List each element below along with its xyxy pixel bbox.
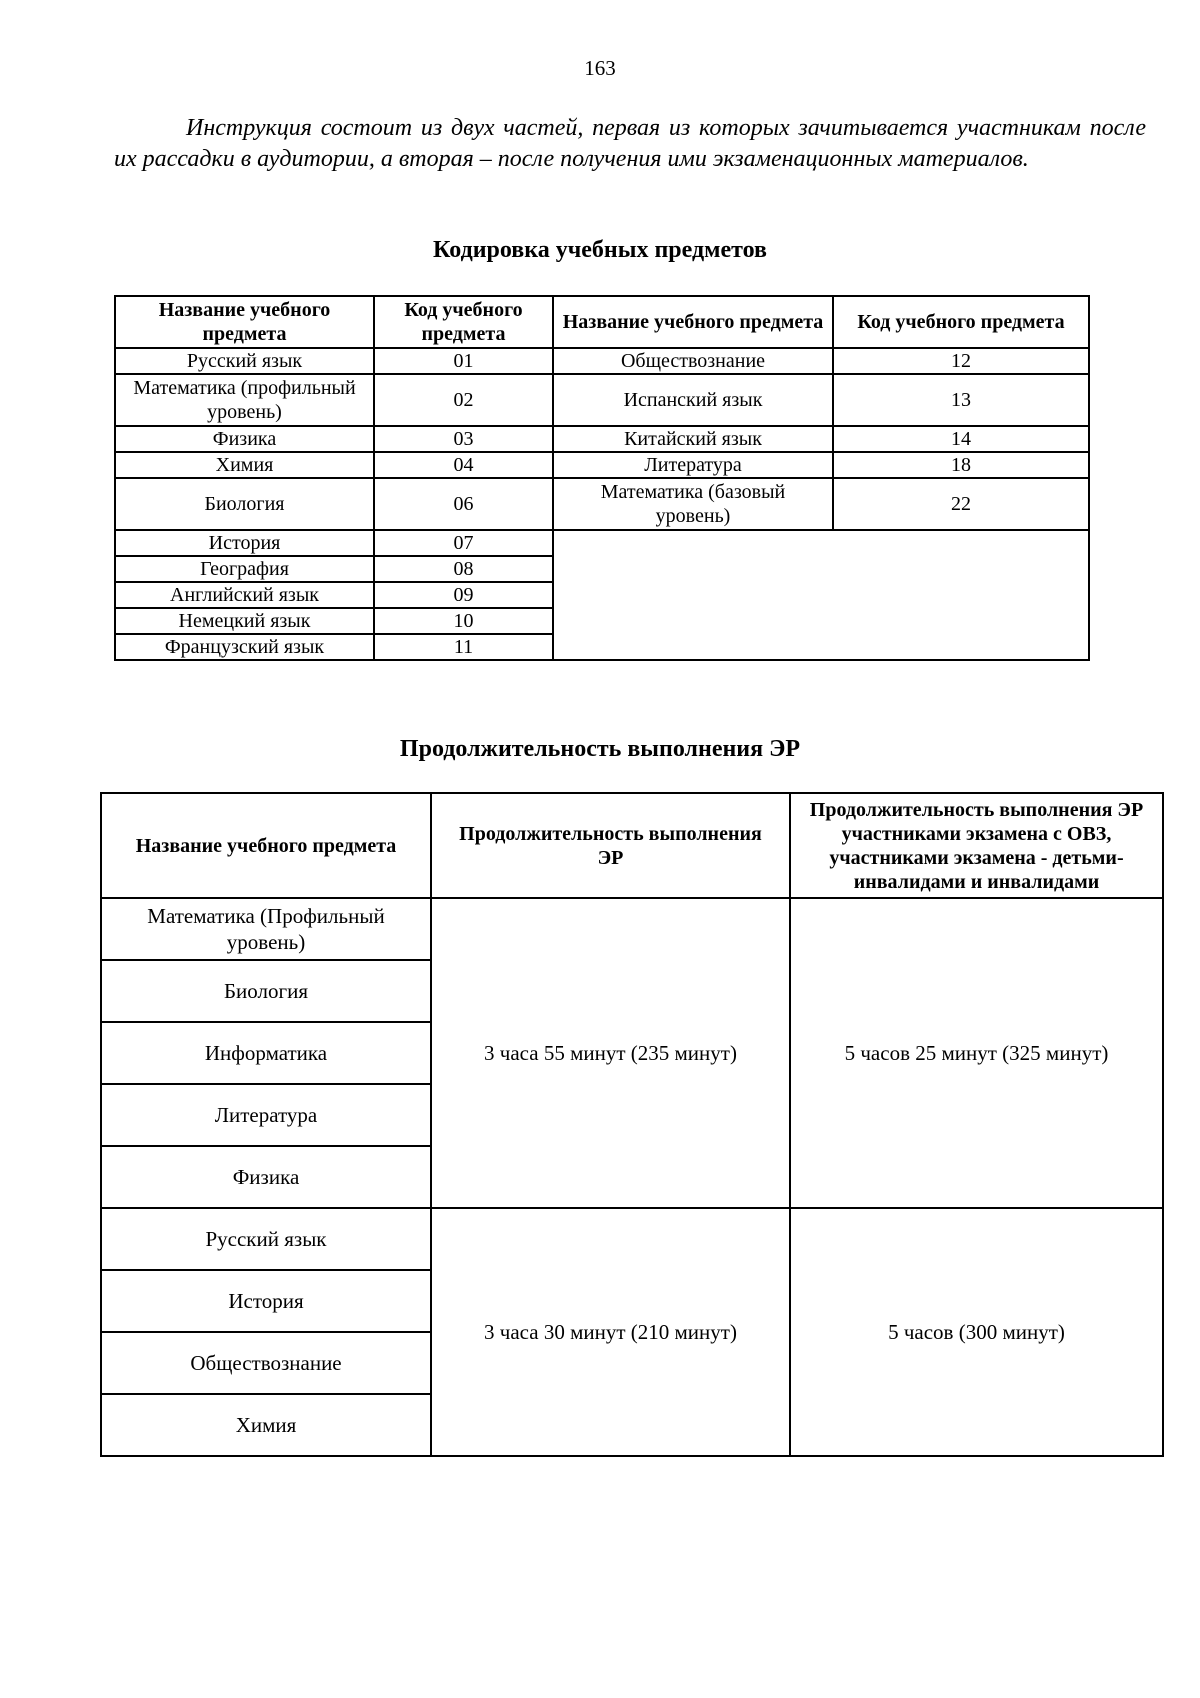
subject-name: Математика (профильный уровень) [115,374,374,426]
subject-name: Русский язык [101,1208,431,1270]
durations-table [100,792,1164,1457]
subject-code: 18 [833,452,1089,478]
table-row [115,426,1089,452]
subject-name: Информатика [101,1022,431,1084]
subject-name: Химия [101,1394,431,1456]
codes-table-title: Кодировка учебных предметов [433,237,767,263]
subject-code: 07 [374,530,553,556]
subject-name: История [115,530,374,556]
header-subject-name: Название учебного предмета [115,296,374,348]
subject-name: Физика [115,426,374,452]
subject-code: 03 [374,426,553,452]
duration-ovz-value: 5 часов (300 минут) [790,1208,1163,1456]
subject-code: 14 [833,426,1089,452]
subject-code: 11 [374,634,553,660]
subject-name: Химия [115,452,374,478]
table-row [115,478,1089,530]
subject-name: Китайский язык [553,426,833,452]
subject-code: 08 [374,556,553,582]
subject-name: Немецкий язык [115,608,374,634]
subject-name: Литература [101,1084,431,1146]
subject-name: Русский язык [115,348,374,374]
subject-code: 09 [374,582,553,608]
header-subject-code: Код учебного предмета [374,296,553,348]
duration-value: 3 часа 30 минут (210 минут) [431,1208,790,1456]
subject-code: 02 [374,374,553,426]
table-row [115,530,1089,556]
subject-name: Английский язык [115,582,374,608]
table-row [115,348,1089,374]
subject-name: Французский язык [115,634,374,660]
subject-code: 13 [833,374,1089,426]
table-row [101,898,1163,960]
subject-name: Обществознание [553,348,833,374]
page-number: 163 [584,56,616,80]
subject-code: 06 [374,478,553,530]
subject-name: Биология [115,478,374,530]
subject-code: 22 [833,478,1089,530]
subject-name: География [115,556,374,582]
duration-value: 3 часа 55 минут (235 минут) [431,898,790,1208]
subject-code: 01 [374,348,553,374]
subject-name: Математика (Профильный уровень) [101,898,431,960]
subject-name: Литература [553,452,833,478]
header-subject-name: Название учебного предмета [553,296,833,348]
table-row [115,452,1089,478]
subject-code: 04 [374,452,553,478]
subject-name: Обществознание [101,1332,431,1394]
subject-name: История [101,1270,431,1332]
header-duration-ovz: Продолжительность выполнения ЭР участниками экзамена с ОВЗ, участниками экзамена - детьми-инвалидами и инвалидами [790,793,1163,898]
header-subject-code: Код учебного предмета [833,296,1089,348]
subject-codes-table [114,295,1090,661]
table-row [115,374,1089,426]
subject-name: Испанский язык [553,374,833,426]
duration-ovz-value: 5 часов 25 минут (325 минут) [790,898,1163,1208]
header-subject-name: Название учебного предмета [101,793,431,898]
table-header-row [115,296,1089,348]
subject-name: Биология [101,960,431,1022]
subject-name: Физика [101,1146,431,1208]
subject-name: Математика (базовый уровень) [553,478,833,530]
empty-cell [553,530,1089,660]
header-duration: Продолжительность выполнения ЭР [431,793,790,898]
subject-code: 12 [833,348,1089,374]
durations-table-title: Продолжительность выполнения ЭР [399,736,801,762]
table-row [101,1208,1163,1270]
table-header-row [101,793,1163,898]
subject-code: 10 [374,608,553,634]
intro-paragraph: Инструкция состоит из двух частей, первая из которых зачитывается участникам после их рассадки в аудитории, а вторая – после получения ими экзаменационных материалов. [114,115,1146,172]
